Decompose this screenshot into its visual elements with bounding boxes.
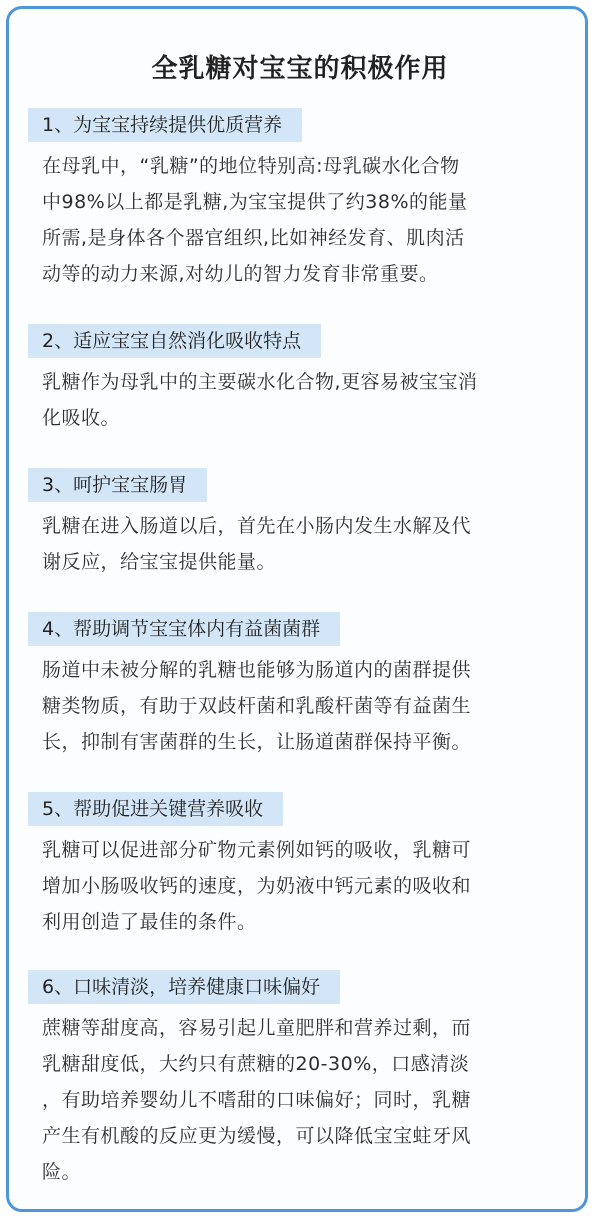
section-body: [42, 508, 568, 580]
body-line: 在母乳中，“乳糖”的地位特别高:母乳碳水化合物: [42, 155, 460, 177]
body-line: 长，抑制有害菌群的生长，让肠道菌群保持平衡。: [42, 731, 472, 753]
section-body: [42, 148, 568, 292]
body-line: 糖类物质，有助于双歧杆菌和乳酸杆菌等有益菌生: [42, 695, 472, 717]
body-line: 化吸收。: [42, 407, 121, 429]
body-line: 利用创造了最佳的条件。: [42, 911, 257, 933]
body-line: 险。: [42, 1161, 82, 1183]
section-3: [28, 468, 568, 580]
body-line: 产生有机酸的反应更为缓慢，可以降低宝宝蛀牙风: [42, 1125, 472, 1147]
body-line: 所需,是身体各个器官组织,比如神经发育、肌肉活: [42, 227, 465, 249]
section-heading: 3、呵护宝宝肠胃: [28, 468, 207, 502]
body-line: 中98%以上都是乳糖,为宝宝提供了约38%的能量: [42, 191, 468, 213]
body-line: 肠道中未被分解的乳糖也能够为肠道内的菌群提供: [42, 659, 472, 681]
body-line: 谢反应，给宝宝提供能量。: [42, 551, 277, 573]
section-6: [28, 970, 568, 1190]
section-5: [28, 792, 568, 940]
body-line: 增加小肠吸收钙的速度，为奶液中钙元素的吸收和: [42, 875, 472, 897]
section-body: [42, 652, 568, 760]
body-line: 动等的动力来源,对幼儿的智力发育非常重要。: [42, 263, 439, 285]
section-body: [42, 1010, 568, 1190]
section-heading: 6、口味清淡，培养健康口味偏好: [28, 970, 340, 1004]
section-body: [42, 364, 568, 436]
section-heading: 5、帮助促进关键营养吸收: [28, 792, 283, 826]
section-4: [28, 612, 568, 760]
body-line: 乳糖可以促进部分矿物元素例如钙的吸收，乳糖可: [42, 839, 472, 861]
section-heading: 4、帮助调节宝宝体内有益菌菌群: [28, 612, 340, 646]
section-heading: 1、为宝宝持续提供优质营养: [28, 108, 302, 142]
section-heading: 2、适应宝宝自然消化吸收特点: [28, 324, 321, 358]
section-body: [42, 832, 568, 940]
body-line: ，有助培养婴幼儿不嗜甜的口味偏好；同时，乳糖: [42, 1089, 472, 1111]
section-2: [28, 324, 568, 436]
body-line: 乳糖甜度低，大约只有蔗糖的20-30%，口感清淡: [42, 1053, 470, 1075]
body-line: 乳糖作为母乳中的主要碳水化合物,更容易被宝宝消: [42, 371, 478, 393]
section-1: [28, 108, 568, 292]
body-line: 乳糖在进入肠道以后，首先在小肠内发生水解及代: [42, 515, 472, 537]
body-line: 蔗糖等甜度高，容易引起儿童肥胖和营养过剩，而: [42, 1017, 472, 1039]
page-title: 全乳糖对宝宝的积极作用: [151, 54, 449, 84]
